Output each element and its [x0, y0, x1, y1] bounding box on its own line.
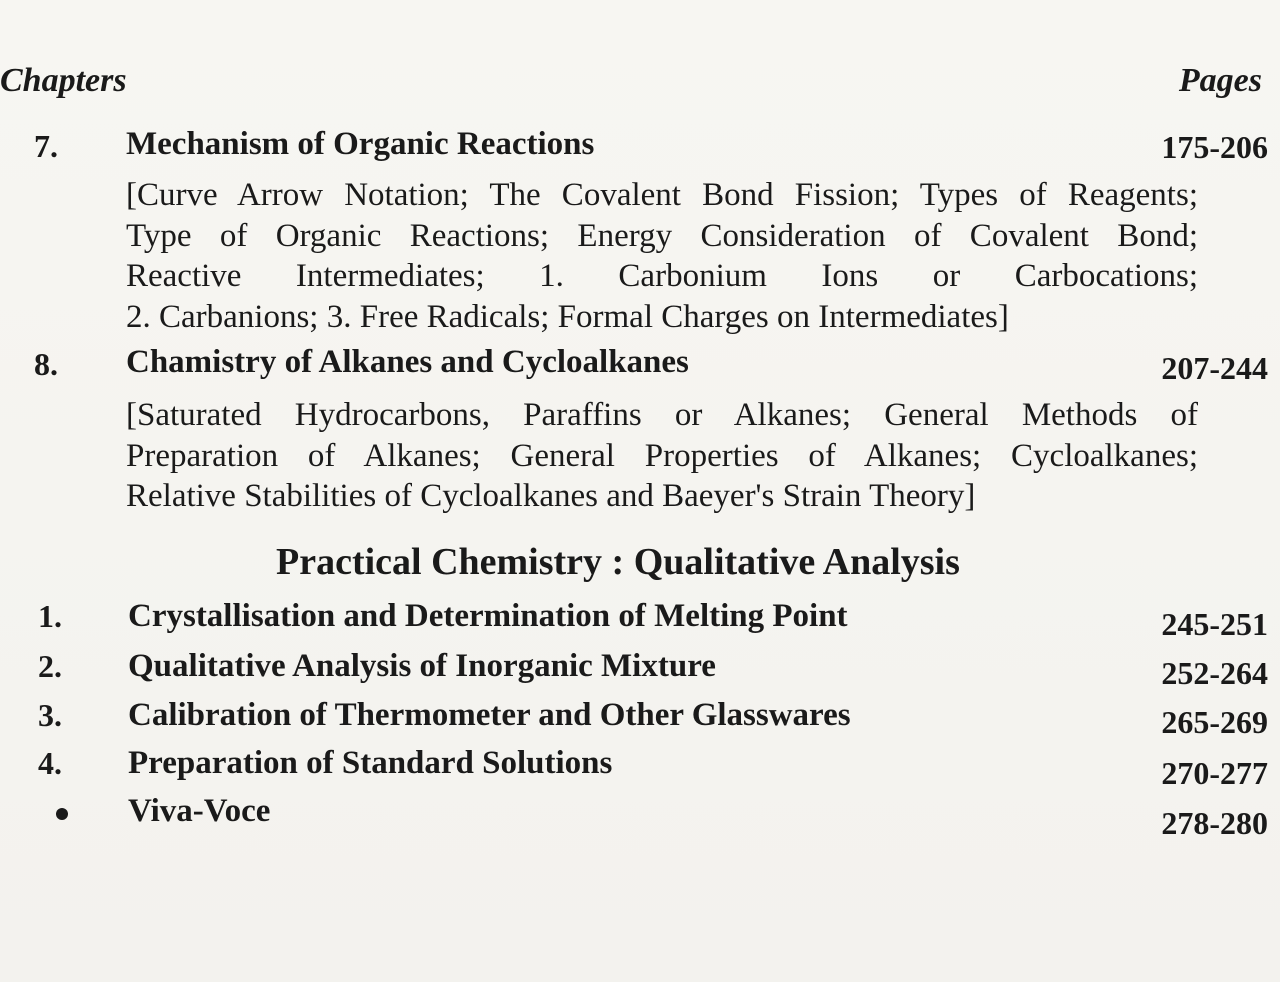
description-line: Preparation of Alkanes; General Properties of Alkanes; Cycloalkanes; [126, 437, 1198, 474]
item-number: 1. [38, 598, 62, 634]
item-title: Crystallisation and Determination of Melting Point [128, 598, 848, 634]
chapter-description [126, 395, 1198, 517]
item-number: 4. [38, 745, 62, 781]
chapter-title: Chamistry of Alkanes and Cycloalkanes [126, 344, 689, 380]
description-line: [Saturated Hydrocarbons, Paraffins or Alkanes; General Methods of [126, 397, 1198, 433]
description-line: [Curve Arrow Notation; The Covalent Bond Fission; Types of Reagents; [126, 177, 1198, 213]
chapter-number: 7. [34, 128, 58, 164]
bullet-icon [56, 808, 68, 820]
item-pages: 278-280 [1161, 805, 1268, 841]
item-pages: 245-251 [1161, 606, 1268, 642]
item-number: 2. [38, 648, 62, 684]
description-line: Reactive Intermediates; 1. Carbonium Ions or Carbocations; [126, 258, 1198, 294]
chapter-pages: 175-206 [1161, 129, 1268, 165]
chapters-header: Chapters [0, 62, 127, 99]
item-pages: 270-277 [1161, 755, 1268, 791]
description-line: 2. Carbanions; 3. Free Radicals; Formal Charges on Intermediates] [126, 298, 1009, 335]
item-pages: 252-264 [1161, 655, 1268, 691]
chapter-description [126, 175, 1198, 337]
description-line: Type of Organic Reactions; Energy Consideration of Covalent Bond; [126, 217, 1198, 254]
chapter-pages: 207-244 [1161, 350, 1268, 386]
chapter-title: Mechanism of Organic Reactions [126, 126, 595, 162]
pages-header: Pages [1178, 62, 1262, 99]
item-number: 3. [38, 697, 62, 733]
item-title: Preparation of Standard Solutions [128, 745, 613, 781]
section-heading: Practical Chemistry : Qualitative Analysis [276, 541, 960, 583]
item-title: Qualitative Analysis of Inorganic Mixture [128, 648, 716, 684]
item-title: Viva-Voce [128, 793, 271, 829]
chapter-number: 8. [34, 346, 58, 382]
item-pages: 265-269 [1161, 704, 1268, 740]
description-line: Relative Stabilities of Cycloalkanes and Baeyer's Strain Theory] [126, 478, 976, 514]
item-title: Calibration of Thermometer and Other Glasswares [128, 697, 851, 733]
